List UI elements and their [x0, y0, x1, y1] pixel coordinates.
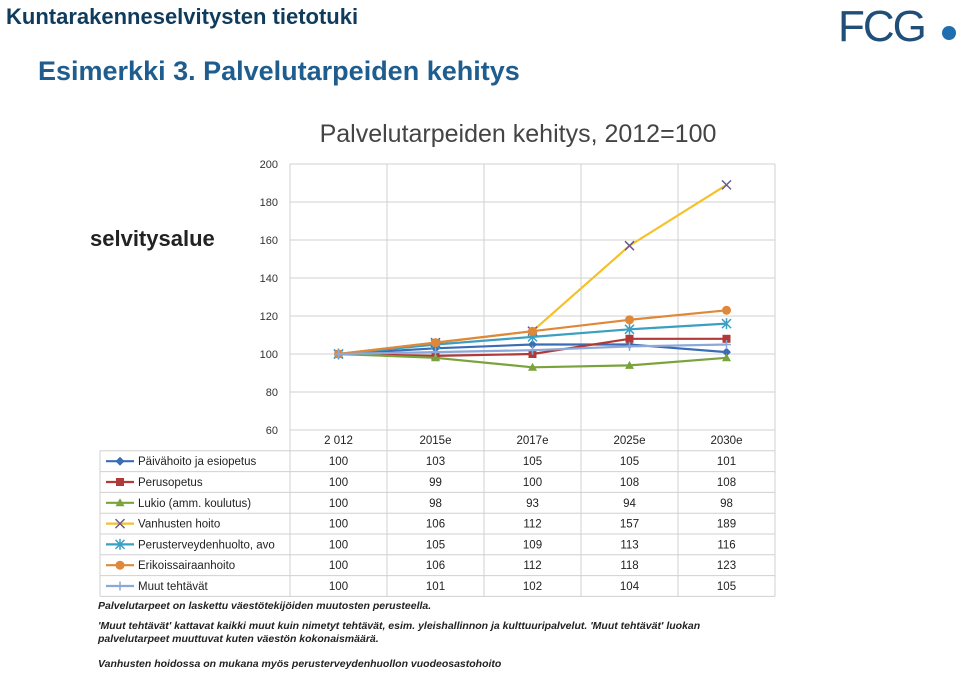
data-point	[626, 335, 634, 343]
table-cell-value: 112	[523, 560, 542, 573]
table-cell-value: 157	[619, 518, 640, 531]
x-tick-label: 2015e	[419, 435, 452, 447]
table-cell-value: 105	[425, 539, 446, 552]
data-point	[722, 180, 731, 189]
x-tick-label: 2030e	[710, 435, 743, 447]
note-elderly-care: Vanhusten hoidossa on mukana myös perusterveydenhuollon vuodeosastohoito	[98, 658, 502, 670]
header-title: Kuntarakenneselvitysten tietotuki	[6, 4, 359, 29]
table-cell-value: 105	[522, 456, 543, 469]
table-cell-value: 99	[429, 477, 442, 489]
table-cell-value: 100	[328, 456, 349, 469]
legend-label: Muut tehtävät	[138, 581, 208, 593]
y-tick-label: 60	[265, 425, 278, 437]
table-cell-value: 108	[619, 477, 640, 489]
table-cell-value: 100	[328, 539, 349, 552]
note-calculation: Palvelutarpeet on laskettu väestötekijöiden muutosten perusteella.	[98, 600, 432, 612]
x-tick-label: 2025e	[613, 435, 646, 447]
legend-marker	[116, 582, 125, 591]
page-subtitle: Esimerkki 3. Palvelutarpeiden kehitys	[38, 56, 520, 86]
table-cell-value: 113	[620, 539, 639, 552]
table-cell-value: 104	[619, 581, 640, 593]
table-cell-value: 103	[425, 456, 446, 469]
data-point	[722, 306, 731, 315]
table-cell-value: 105	[619, 456, 640, 469]
table-cell-value: 123	[716, 560, 737, 573]
table-cell-value: 112	[523, 518, 542, 531]
y-tick-label: 120	[259, 311, 278, 323]
legend-label: Perusterveydenhuolto, avo	[138, 539, 275, 552]
note-other-tasks: 'Muut tehtävät' kattavat kaikki muut kuin nimetyt tehtävät, esim. yleishallinnon ja kulttuuripalvelut. 'Muut tehtävät' luokan palvelutarpeet muuttuvat kuten väestön kokonaismäärä.	[98, 620, 701, 645]
y-tick-label: 200	[259, 159, 278, 171]
region-label: selvitysalue	[90, 226, 215, 251]
table-cell-value: 102	[522, 581, 543, 593]
x-tick-label: 2017e	[516, 435, 549, 447]
fcg-logo: FCG	[838, 2, 925, 51]
table-cell-value: 105	[716, 581, 737, 593]
y-tick-label: 160	[259, 235, 278, 247]
table-cell-value: 98	[720, 497, 733, 510]
legend-label: Erikoissairaanhoito	[138, 560, 236, 573]
legend-label: Päivähoito ja esiopetus	[138, 456, 257, 469]
legend-label: Lukio (amm. koulutus)	[138, 497, 252, 510]
table-cell-value: 118	[620, 560, 639, 573]
legend-marker	[116, 457, 125, 466]
table-cell-value: 100	[522, 477, 543, 489]
table-cell-value: 101	[425, 581, 446, 593]
y-tick-label: 100	[259, 349, 278, 361]
table-cell-value: 108	[716, 477, 737, 489]
table-cell-value: 101	[716, 456, 737, 469]
data-point	[625, 315, 634, 324]
table-cell-value: 100	[328, 477, 349, 489]
x-tick-label: 2 012	[324, 435, 353, 447]
y-tick-label: 180	[259, 197, 278, 209]
table-cell-value: 189	[716, 518, 737, 531]
chart-title: Palvelutarpeiden kehitys, 2012=100	[319, 120, 717, 148]
table-cell-value: 93	[526, 497, 539, 510]
table-cell-value: 94	[623, 497, 636, 510]
legend-label: Vanhusten hoito	[138, 518, 221, 531]
table-cell-value: 98	[429, 497, 442, 510]
table-cell-value: 100	[328, 560, 349, 573]
table-cell-value: 109	[522, 539, 543, 552]
legend-label: Perusopetus	[138, 477, 203, 489]
table-cell-value: 100	[328, 497, 349, 510]
y-tick-label: 140	[259, 273, 278, 285]
legend-marker	[116, 561, 125, 570]
table-cell-value: 100	[328, 518, 349, 531]
data-point	[528, 327, 537, 336]
y-tick-label: 80	[265, 387, 278, 399]
table-cell-value: 106	[425, 560, 446, 573]
data-point	[625, 241, 634, 250]
table-cell-value: 116	[717, 539, 736, 552]
table-cell-value: 106	[425, 518, 446, 531]
legend-marker	[116, 478, 124, 486]
data-point	[431, 338, 440, 347]
table-cell-value: 100	[328, 581, 349, 593]
